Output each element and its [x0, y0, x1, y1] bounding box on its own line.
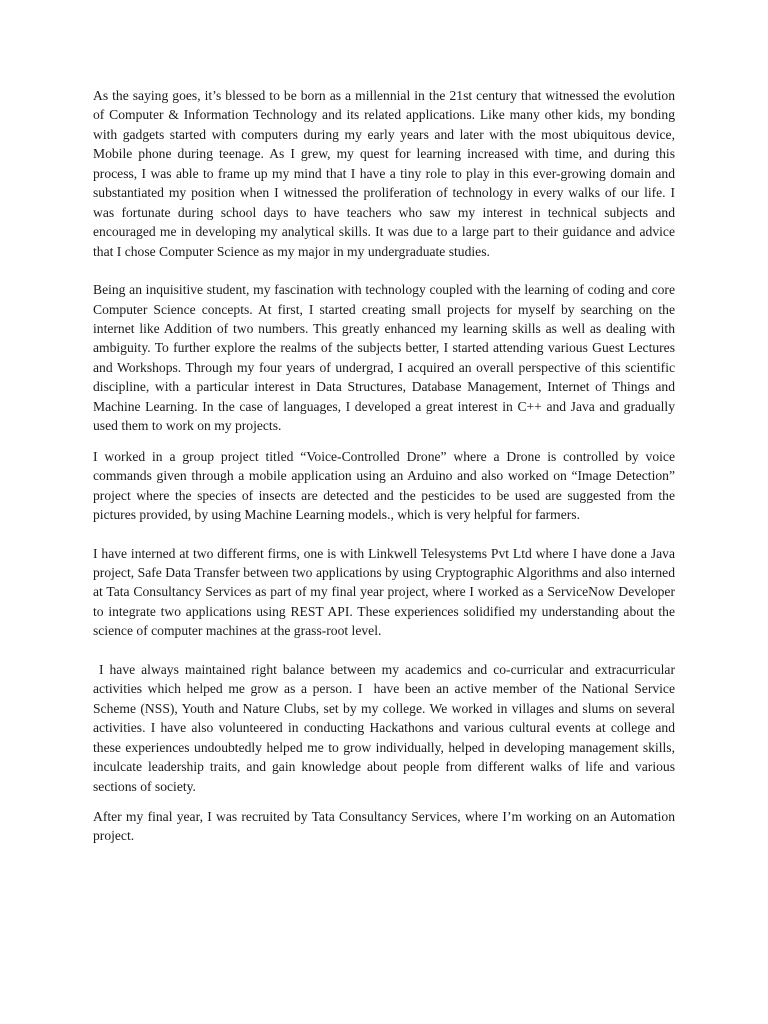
paragraph-internships: I have interned at two different firms, one is with Linkwell Telesystems Pvt Ltd where I have done a Java project, Safe Data Transfer between two applications by using Cryptographic Algorithms and also interned at Tata Consultancy Services as part of my final year project, where I worked as a ServiceNow Developer to integrate two applications using REST API. These experiences solidified my understanding about the science of computer machines at the grass-root level.: [93, 545, 675, 639]
document-body: [93, 86, 679, 846]
paragraph-projects: I worked in a group project titled “Voice-Controlled Drone” where a Drone is controlled by voice commands given through a mobile application using an Arduino and also worked on “Image Detection” project where the species of insects are detected and the pesticides to be used are suggested from the pictures provided, by using Machine Learning models., which is very helpful for farmers.: [93, 448, 675, 523]
paragraph-learning: Being an inquisitive student, my fascination with technology coupled with the learning of coding and core Computer Science concepts. At first, I started creating small projects for myself by searching on the internet like Addition of two numbers. This greatly enhanced my learning skills as well as dealing with ambiguity. To further explore the realms of the subjects better, I started attending various Guest Lectures and Workshops. Through my four years of undergrad, I acquired an overall perspective of this scientific discipline, with a particular interest in Data Structures, Database Management, Internet of Things and Machine Learning. In the case of languages, I developed a great interest in C++ and Java and gradually used them to work on my projects.: [93, 282, 675, 434]
paragraph-intro: As the saying goes, it’s blessed to be born as a millennial in the 21st century that witnessed the evolution of Computer & Information Technology and its related applications. Like many other kids, my bonding with gadgets started with computers during my early years and later with the most ubiquitous device, Mobile phone during teenage. As I grew, my quest for learning increased with time, and during this process, I was able to frame up my mind that I have a tiny role to play in this ever-growing domain and substantiated my position when I witnessed the proliferation of technology in every walks of our life. I was fortunate during school days to have teachers who saw my interest in technical subjects and encouraged me in developing my analytical skills. It was due to a large part to their guidance and advice that I chose Computer Science as my major in my undergraduate studies.: [93, 88, 675, 259]
paragraph-activities: I have always maintained right balance between my academics and co-curricular and extracurricular activities which helped me grow as a person. I have been an active member of the National Service Scheme (NSS), Youth and Nature Clubs, set by my college. We worked in villages and slums on several activities. I have also volunteered in conducting Hackathons and various cultural events at college and these experiences undoubtedly helped me to grow individually, helped in developing management skills, inculcate leadership traits, and gain knowledge about people from different walks of life and various sections of society.: [93, 661, 679, 794]
paragraph-current-role: After my final year, I was recruited by Tata Consultancy Services, where I’m working on an Automation project.: [93, 808, 675, 844]
